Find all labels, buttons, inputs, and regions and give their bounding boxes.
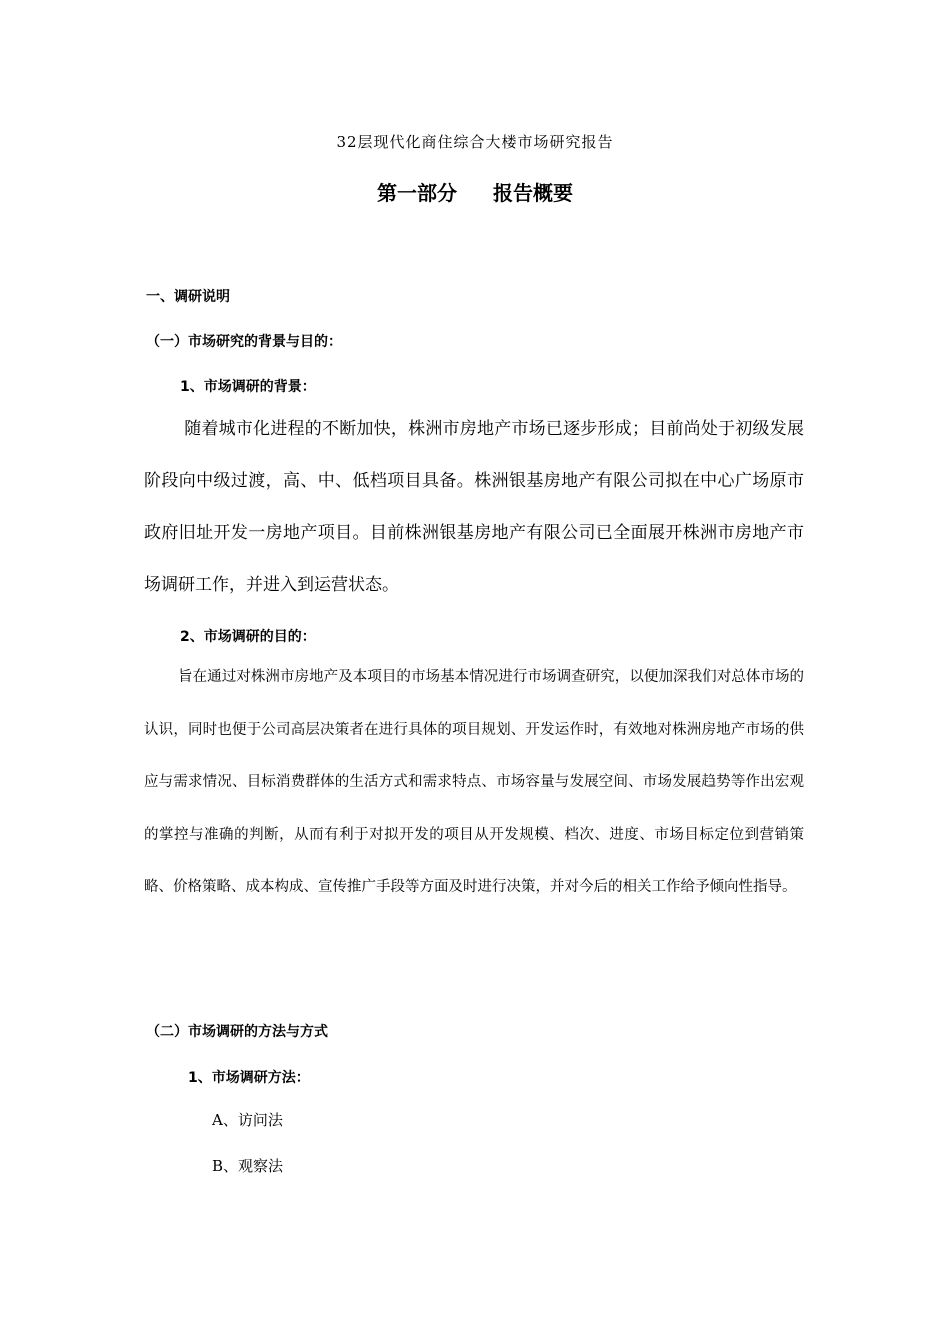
item-heading-background: 1、市场调研的背景： xyxy=(180,379,316,395)
part-label: 第一部分 xyxy=(377,181,457,205)
document-title: 32层现代化商住综合大楼市场研究报告 xyxy=(336,133,614,151)
part-name: 报告概要 xyxy=(493,181,573,205)
part-heading xyxy=(0,177,950,206)
subsection-heading-methods: （二）市场调研的方法与方式 xyxy=(146,1024,328,1040)
list-item-interview: A、访问法 xyxy=(212,1111,283,1129)
list-item-observation: B、观察法 xyxy=(212,1157,284,1175)
paragraph-background xyxy=(144,403,804,611)
paragraph-purpose xyxy=(144,651,804,914)
paragraph-purpose-text: 旨在通过对株洲市房地产及本项目的市场基本情况进行市场调查研究，以便加深我们对总体市场的认识，同时也便于公司高层决策者在进行具体的项目规划、开发运作时，有效地对株洲房地产市场的供应与需求情况、目标消费群体的生活方式和需求特点、市场容量与发展空间、市场发展趋势等作出宏观的掌控与准确的判断，从而有利于对拟开发的项目从开发规模、档次、进度、市场目标定位到营销策略、价格策略、成本构成、宣传推广手段等方面及时进行决策，并对今后的相关工作给予倾向性指导。 xyxy=(144,669,804,895)
paragraph-background-text: 随着城市化进程的不断加快，株洲市房地产市场已逐步形成；目前尚处于初级发展阶段向中级过渡，高、中、低档项目具备。株洲银基房地产有限公司拟在中心广场原市政府旧址开发一房地产项目。目前株洲银基房地产有限公司已全面展开株洲市房地产市场调研工作，并进入到运营状态。 xyxy=(144,419,804,595)
subsection-heading-background-purpose: （一）市场研究的背景与目的： xyxy=(146,334,342,350)
item-heading-purpose: 2、市场调研的目的： xyxy=(180,629,316,645)
item-heading-methods: 1、市场调研方法： xyxy=(188,1070,310,1086)
section-heading-research-notes: 一、调研说明 xyxy=(146,289,230,305)
